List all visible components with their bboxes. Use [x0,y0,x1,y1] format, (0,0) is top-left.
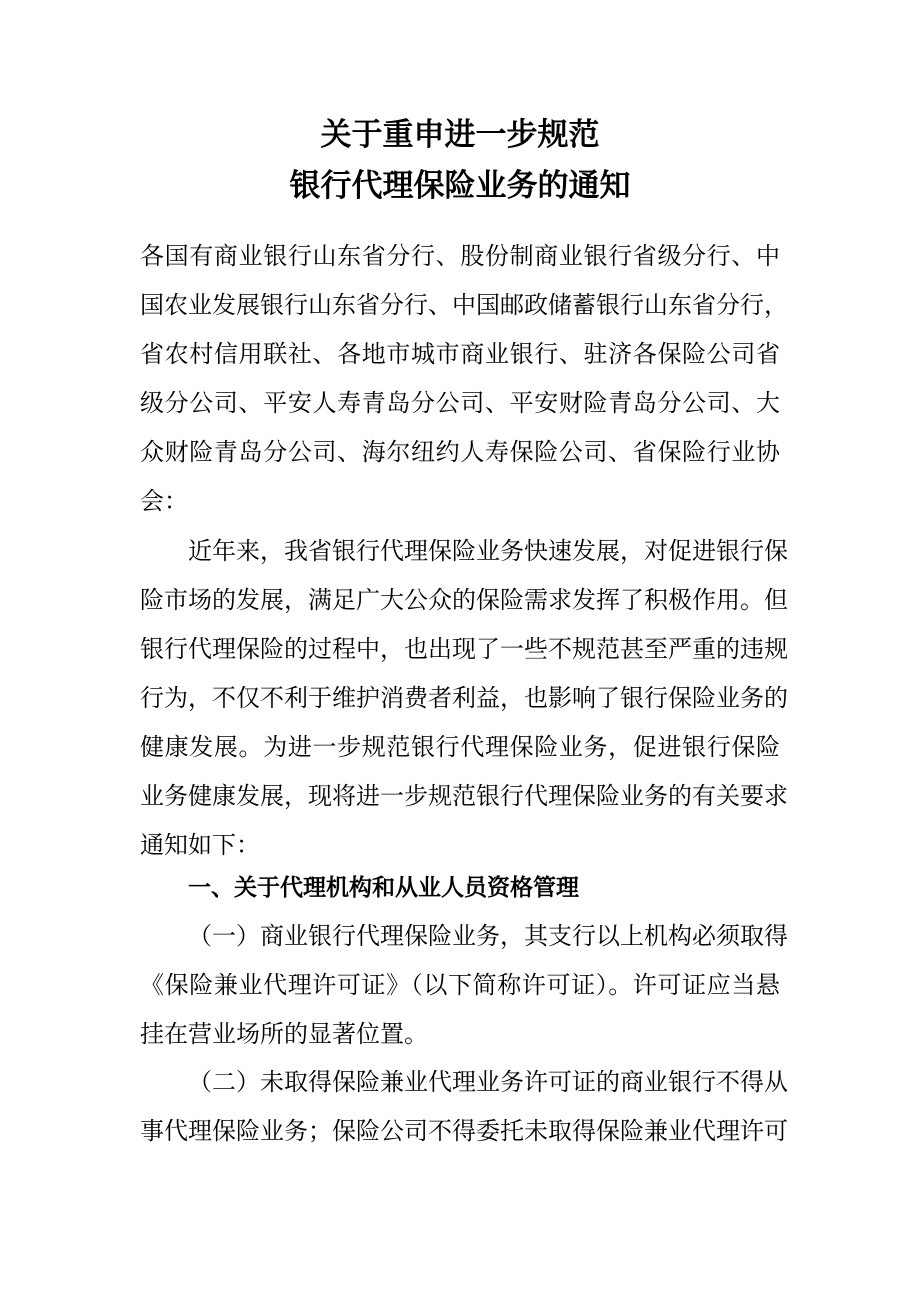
intro-line: 通知如下： [140,831,260,859]
item-1-line: （一）商业银行代理保险业务，其支行以上机构必须取得 [188,922,788,950]
intro-line: 行为，不仅不利于维护消费者利益，也影响了银行保险业务的 [140,684,788,712]
addressee-line: 级分公司、平安人寿青岛分公司、平安财险青岛分公司、大 [140,389,780,417]
item-1-line: 挂在营业场所的显著位置。 [140,1020,428,1048]
intro-line: 险市场的发展，满足广大公众的保险需求发挥了积极作用。但 [140,586,788,614]
intro-line: 业务健康发展，现将进一步规范银行代理保险业务的有关要求 [140,782,788,810]
addressee-line: 各国有商业银行山东省分行、股份制商业银行省级分行、中 [140,242,780,270]
document-title-line-2: 银行代理保险业务的通知 [289,168,631,204]
item-2-line: （二）未取得保险兼业代理业务许可证的商业银行不得从 [188,1068,788,1096]
addressee-line: 众财险青岛分公司、海尔纽约人寿保险公司、省保险行业协 [140,438,780,466]
section-heading: 一、关于代理机构和从业人员资格管理 [188,875,579,901]
addressee-line: 国农业发展银行山东省分行、中国邮政储蓄银行山东省分行， [140,291,788,319]
item-2-line: 事代理保险业务；保险公司不得委托未取得保险兼业代理许可 [140,1117,788,1145]
intro-line: 近年来，我省银行代理保险业务快速发展，对促进银行保 [188,537,788,565]
item-1-line: 《保险兼业代理许可证》（以下简称许可证）。许可证应当悬 [140,971,780,999]
intro-line: 银行代理保险的过程中，也出现了一些不规范甚至严重的违规 [140,635,788,663]
document-title-line-1: 关于重申进一步规范 [320,117,600,153]
addressee-line: 省农村信用联社、各地市城市商业银行、驻济各保险公司省 [140,340,780,368]
addressee-line: 会： [140,487,188,515]
intro-line: 健康发展。为进一步规范银行代理保险业务，促进银行保险 [140,733,780,761]
